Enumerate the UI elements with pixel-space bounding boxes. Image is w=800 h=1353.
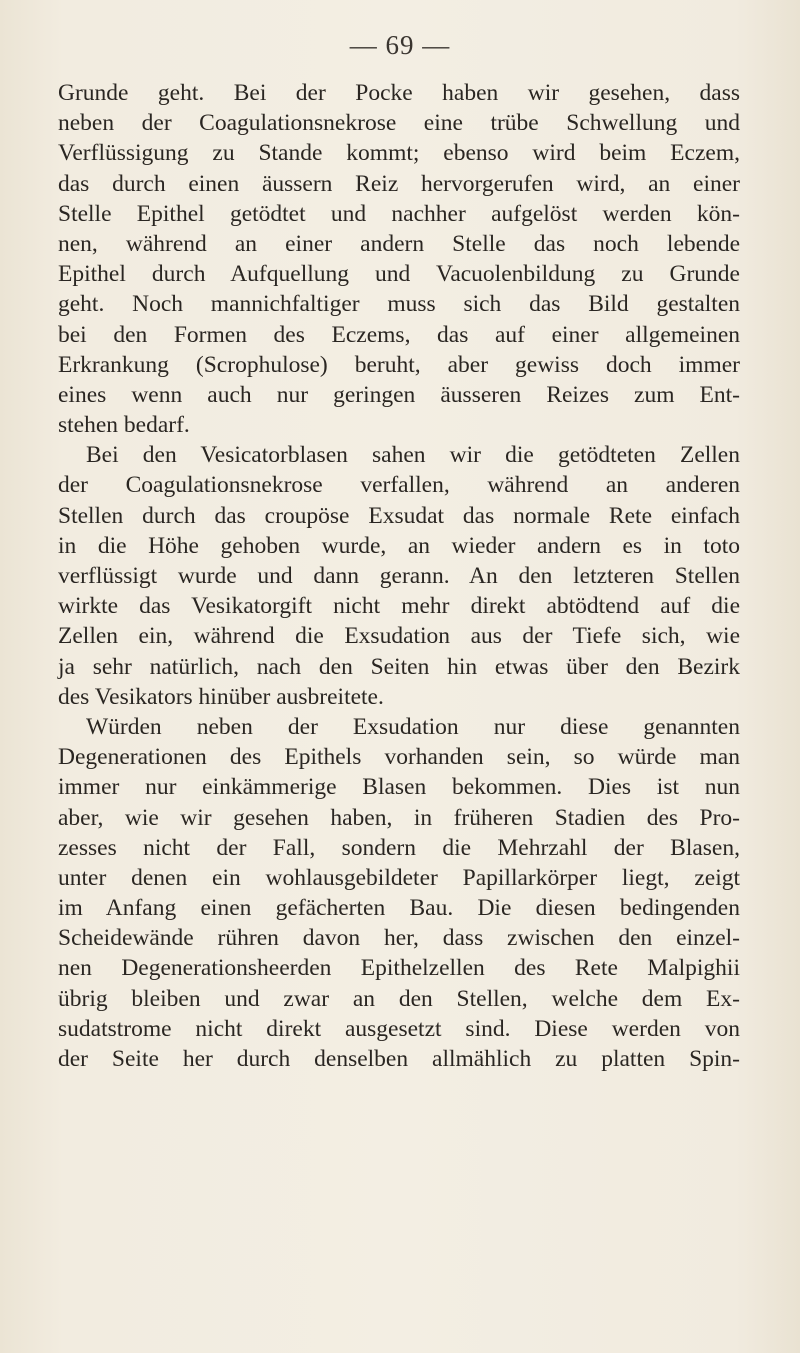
text-line: das durch einen äussern Reiz hervorgerufen wird, an einer [58, 170, 740, 197]
text-line: geht. Noch mannichfaltiger muss sich das Bild gestalten [58, 291, 740, 318]
text-line: eines wenn auch nur geringen äusseren Reizes zum Ent- [58, 381, 740, 408]
text-line: im Anfang einen gefächerten Bau. Die diesen bedingenden [58, 895, 740, 922]
text-line: Bei den Vesicatorblasen sahen wir die getödteten Zellen [86, 442, 740, 469]
text-line: Degenerationen des Epithels vorhanden sein, so würde man [58, 744, 740, 771]
text-line: Verflüssigung zu Stande kommt; ebenso wird beim Eczem, [58, 140, 740, 167]
page-number-header: — 69 — [349, 30, 451, 60]
text-line: wirkte das Vesikatorgift nicht mehr direkt abtödtend auf die [58, 593, 740, 620]
text-line: Würden neben der Exsudation nur diese genannten [86, 713, 740, 740]
text-line: übrig bleiben und zwar an den Stellen, welche dem Ex- [58, 985, 740, 1012]
text-line: Scheidewände rühren davon her, dass zwischen den einzel- [58, 925, 740, 952]
text-line: der Coagulationsnekrose verfallen, während an anderen [58, 472, 740, 499]
text-line: Stelle Epithel getödtet und nachher aufgelöst werden kön- [58, 200, 740, 227]
text-line: immer nur einkämmerige Blasen bekommen. Dies ist nun [58, 774, 740, 801]
text-line: neben der Coagulationsnekrose eine trübe Schwellung und [58, 110, 740, 137]
text-line: der Seite her durch denselben allmählich zu platten Spin- [58, 1046, 740, 1072]
text-line: sudatstrome nicht direkt ausgesetzt sind. Diese werden von [58, 1015, 740, 1042]
text-line: Erkrankung (Scrophulose) beruht, aber gewiss doch immer [58, 351, 740, 378]
text-line: Grunde geht. Bei der Pocke haben wir gesehen, dass [58, 80, 740, 106]
text-line: stehen bedarf. [58, 412, 190, 439]
text-line: unter denen ein wohlausgebildeter Papillarkörper liegt, zeigt [58, 864, 740, 891]
text-line: Epithel durch Aufquellung und Vacuolenbildung zu Grunde [58, 261, 740, 288]
text-line: nen, während an einer andern Stelle das noch lebende [58, 230, 740, 257]
text-line: bei den Formen des Eczems, das auf einer allgemeinen [58, 321, 740, 348]
text-line: Stellen durch das croupöse Exsudat das normale Rete einfach [58, 502, 740, 529]
text-line: ja sehr natürlich, nach den Seiten hin etwas über den Bezirk [58, 653, 740, 680]
text-line: nen Degenerationsheerden Epithelzellen des Rete Malpighii [58, 955, 740, 982]
text-line: Zellen ein, während die Exsudation aus der Tiefe sich, wie [58, 623, 740, 650]
text-line: des Vesikators hinüber ausbreitete. [58, 683, 384, 710]
text-line: zesses nicht der Fall, sondern die Mehrzahl der Blasen, [58, 834, 740, 861]
text-line: in die Höhe gehoben wurde, an wieder andern es in toto [58, 532, 740, 559]
text-line: aber, wie wir gesehen haben, in früheren Stadien des Pro- [58, 804, 740, 831]
text-line: verflüssigt wurde und dann gerann. An den letzteren Stellen [58, 563, 740, 589]
body-text [58, 78, 740, 1074]
